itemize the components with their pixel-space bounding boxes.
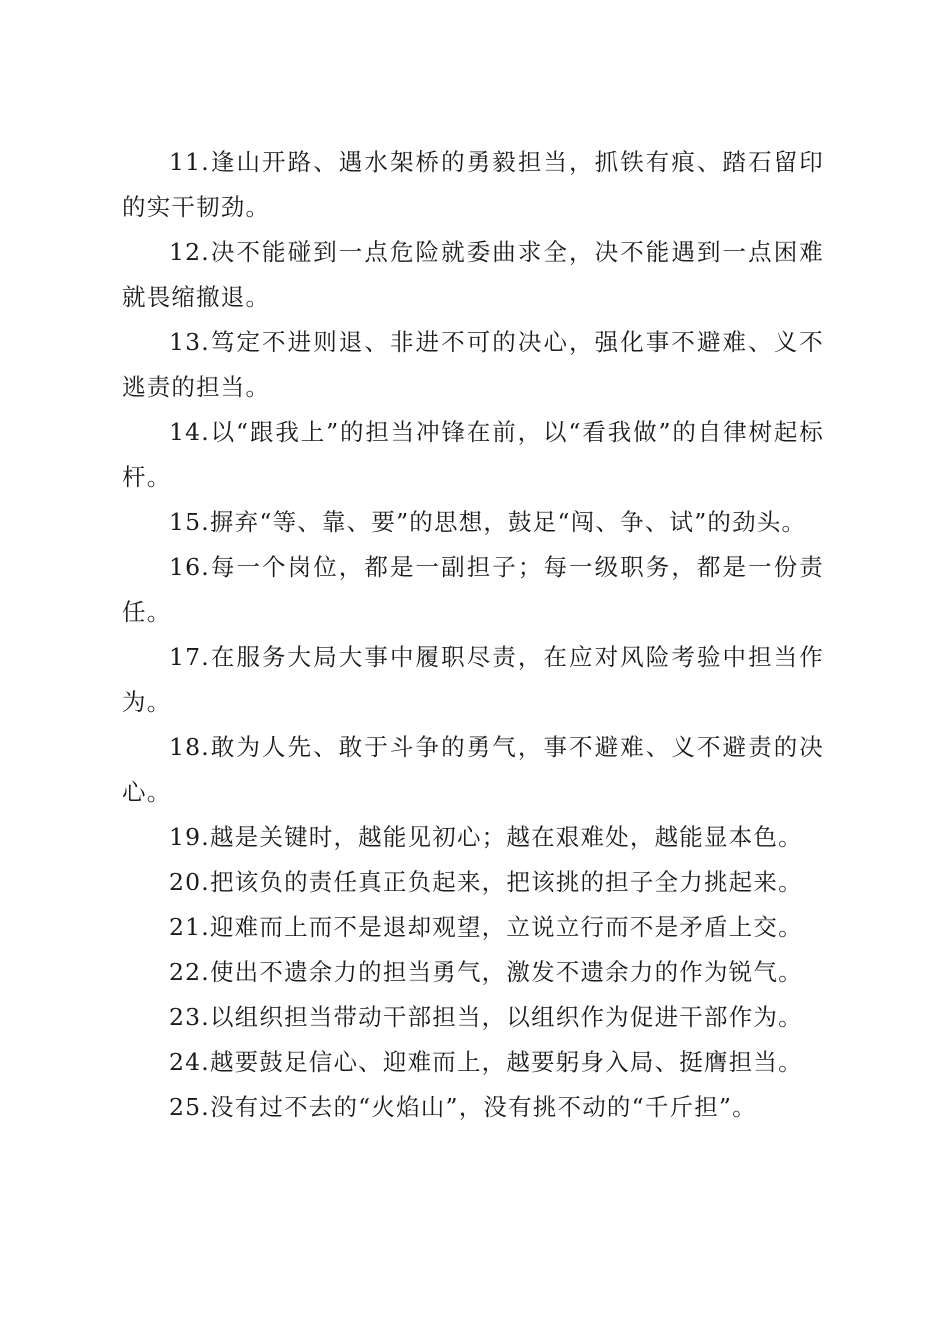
list-item-11: 11.逢山开路、遇水架桥的勇毅担当，抓铁有痕、踏石留印的实干韧劲。 (122, 148, 824, 221)
list-item-25: 25.没有过不去的“火焰山”，没有挑不动的“千斤担”。 (169, 1093, 757, 1121)
list-item-12: 12.决不能碰到一点危险就委曲求全，决不能遇到一点困难就畏缩撤退。 (122, 238, 824, 311)
list-item-18: 18.敢为人先、敢于斗争的勇气，事不避难、义不避责的决心。 (122, 733, 824, 806)
list-item-19: 19.越是关键时，越能见初心；越在艰难处，越能显本色。 (169, 823, 803, 851)
list-item-22: 22.使出不遗余力的担当勇气，激发不遗余力的作为锐气。 (169, 958, 803, 986)
list-item-16: 16.每一个岗位，都是一副担子；每一级职务，都是一份责任。 (122, 553, 824, 626)
list-item-23: 23.以组织担当带动干部担当，以组织作为促进干部作为。 (169, 1003, 803, 1031)
list-item-15: 15.摒弃“等、靠、要”的思想，鼓足“闯、争、试”的劲头。 (169, 508, 807, 536)
list-item-21: 21.迎难而上而不是退却观望，立说立行而不是矛盾上交。 (169, 913, 803, 941)
list-item-20: 20.把该负的责任真正负起来，把该挑的担子全力挑起来。 (169, 868, 803, 896)
document-body (122, 140, 824, 1130)
list-item-17: 17.在服务大局大事中履职尽责，在应对风险考验中担当作为。 (122, 643, 824, 716)
list-item-13: 13.笃定不进则退、非进不可的决心，强化事不避难、义不逃责的担当。 (122, 328, 824, 401)
list-item-24: 24.越要鼓足信心、迎难而上，越要躬身入局、挺膺担当。 (169, 1048, 803, 1076)
list-item-14: 14.以“跟我上”的担当冲锋在前，以“看我做”的自律树起标杆。 (122, 418, 824, 491)
